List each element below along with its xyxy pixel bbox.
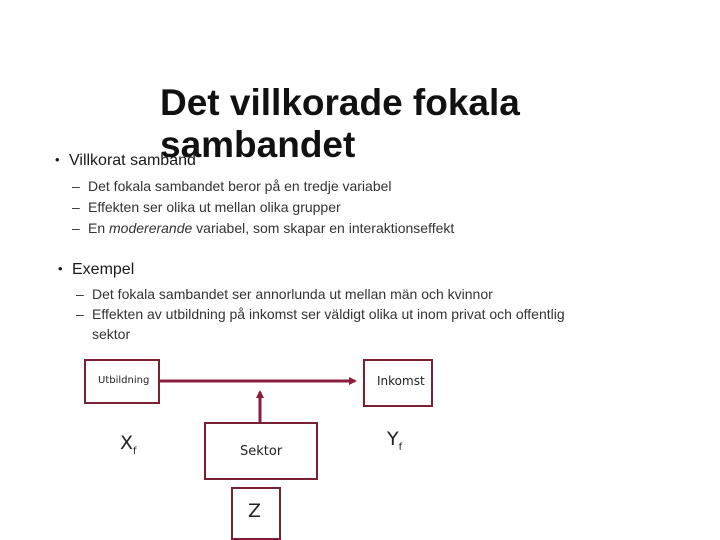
sub-bullet-item: – En modererande variabel, som skapar en interaktionseffekt [72, 220, 455, 236]
box-utbildning-label: Utbildning [98, 375, 150, 386]
sub-bullet-item: – Det fokala sambandet beror på en tredje variabel [72, 178, 392, 194]
bullet-heading: Villkorat samband [69, 152, 196, 169]
sub-bullet-item: – Effekten av utbildning på inkomst ser väldigt olika ut inom privat och offentlig sektor [76, 306, 565, 342]
bullet-heading: Exempel [72, 261, 135, 278]
bullet-dot-icon: • [58, 261, 63, 276]
slide-title: Det villkorade fokala sambandet [160, 82, 520, 165]
sub-bullet-item: – Det fokala sambandet ser annorlunda ut mellan män och kvinnor [76, 286, 493, 302]
variable-x: $X_f$ [120, 432, 137, 457]
variable-z: Z [248, 500, 262, 522]
variable-y: $Y_f$ [387, 428, 403, 453]
sub-bullet-item: – Effekten ser olika ut mellan olika grupper [72, 199, 341, 215]
box-sektor-label: Sektor [240, 444, 283, 459]
box-inkomst-label: Inkomst [377, 374, 425, 388]
bullet-dot-icon: • [55, 152, 60, 167]
